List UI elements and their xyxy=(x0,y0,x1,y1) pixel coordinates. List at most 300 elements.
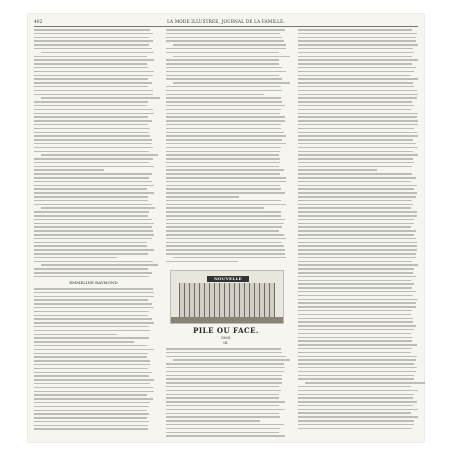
text-line xyxy=(298,124,418,126)
text-line xyxy=(166,405,279,407)
text-line xyxy=(298,177,416,179)
text-line xyxy=(166,151,280,153)
text-line xyxy=(34,257,117,259)
text-line xyxy=(166,394,279,396)
text-line xyxy=(166,86,281,88)
text-line xyxy=(34,226,152,228)
text-line xyxy=(305,382,425,384)
text-line xyxy=(298,375,414,377)
text-line xyxy=(166,401,285,403)
text-line xyxy=(298,200,412,202)
text-line xyxy=(166,409,285,411)
text-line xyxy=(298,207,411,209)
text-line xyxy=(166,109,281,111)
text-line xyxy=(298,166,412,168)
text-line xyxy=(166,249,285,251)
text-line xyxy=(298,310,412,312)
text-line xyxy=(298,264,418,266)
text-line xyxy=(34,132,149,134)
text-line xyxy=(34,94,153,96)
text-line xyxy=(34,63,147,65)
text-line xyxy=(34,135,150,137)
text-line xyxy=(34,368,148,370)
text-line xyxy=(298,59,418,61)
text-line xyxy=(34,204,152,206)
text-line xyxy=(34,33,153,35)
text-line xyxy=(298,52,414,54)
text-line xyxy=(166,113,280,115)
text-line xyxy=(298,94,418,96)
text-line xyxy=(166,116,285,118)
text-line xyxy=(173,257,286,259)
text-line xyxy=(166,154,279,156)
text-line xyxy=(298,291,416,293)
text-line xyxy=(166,59,279,61)
text-line xyxy=(166,375,282,377)
text-line xyxy=(298,109,411,111)
text-line xyxy=(166,428,280,430)
right-text-column xyxy=(298,29,418,431)
text-line xyxy=(166,397,279,399)
text-line xyxy=(166,120,285,122)
text-line xyxy=(298,268,414,270)
text-line xyxy=(34,334,117,336)
text-line xyxy=(298,416,418,418)
text-line xyxy=(34,398,153,400)
text-line xyxy=(298,226,411,228)
text-line xyxy=(166,261,238,263)
text-line xyxy=(34,200,148,202)
text-line xyxy=(166,188,281,190)
text-line xyxy=(298,238,416,240)
text-line xyxy=(166,128,281,130)
text-line xyxy=(166,356,286,358)
header-rule xyxy=(34,26,418,27)
text-line xyxy=(298,401,417,403)
text-line xyxy=(298,390,418,392)
text-line xyxy=(298,67,416,69)
text-line xyxy=(298,249,417,251)
text-line xyxy=(298,204,413,206)
text-line xyxy=(34,311,149,313)
text-line xyxy=(34,249,154,251)
text-line xyxy=(34,288,153,290)
text-line xyxy=(298,420,414,422)
text-line xyxy=(298,196,416,198)
text-line xyxy=(34,44,149,46)
text-line xyxy=(166,435,285,437)
text-line xyxy=(298,162,414,164)
page-header xyxy=(34,17,418,25)
text-line xyxy=(166,101,282,103)
text-line xyxy=(298,78,418,80)
text-line xyxy=(34,383,150,385)
page-number: 402 xyxy=(34,18,43,24)
text-line xyxy=(34,341,134,343)
running-title: LA MODE ILLUSTRÉE, JOURNAL DE LA FAMILLE. xyxy=(167,18,285,24)
text-line xyxy=(34,82,152,84)
text-line xyxy=(173,359,289,361)
text-line xyxy=(34,86,148,88)
text-line xyxy=(34,261,153,263)
left-text-column xyxy=(34,29,154,280)
text-line xyxy=(34,67,148,69)
text-line xyxy=(298,329,414,331)
text-line xyxy=(34,162,149,164)
text-line xyxy=(298,158,413,160)
text-line xyxy=(166,386,279,388)
text-line xyxy=(166,177,286,179)
text-line xyxy=(298,276,416,278)
text-line xyxy=(166,37,282,39)
text-line xyxy=(166,139,282,141)
text-line xyxy=(298,356,417,358)
text-line xyxy=(298,181,411,183)
text-line xyxy=(34,105,147,107)
text-line xyxy=(298,120,418,122)
text-line xyxy=(166,382,282,384)
text-line xyxy=(34,425,148,427)
text-line xyxy=(166,185,280,187)
text-line xyxy=(34,337,149,339)
text-line xyxy=(298,33,417,35)
text-line xyxy=(298,325,416,327)
text-line xyxy=(34,56,147,58)
text-line xyxy=(34,59,154,61)
text-line xyxy=(298,242,417,244)
text-line xyxy=(34,356,147,358)
text-line xyxy=(166,97,281,99)
text-line xyxy=(34,242,147,244)
text-line xyxy=(298,128,414,130)
text-line xyxy=(166,52,279,54)
text-line xyxy=(298,394,414,396)
text-line xyxy=(34,253,148,255)
text-line xyxy=(166,147,281,149)
text-line xyxy=(34,177,149,179)
text-line xyxy=(166,234,284,236)
text-line xyxy=(166,33,280,35)
text-line xyxy=(34,143,152,145)
text-line xyxy=(166,90,282,92)
text-line xyxy=(298,245,417,247)
text-line xyxy=(166,78,282,80)
text-line xyxy=(166,424,284,426)
text-line xyxy=(298,253,416,255)
text-line xyxy=(298,352,411,354)
text-line xyxy=(298,272,413,274)
text-line xyxy=(166,124,281,126)
text-line xyxy=(298,215,417,217)
text-line xyxy=(166,63,279,65)
text-line xyxy=(298,135,418,137)
text-line xyxy=(34,379,154,381)
text-line xyxy=(298,409,418,411)
text-line xyxy=(298,97,417,99)
text-line xyxy=(166,48,286,50)
text-line xyxy=(34,40,153,42)
text-line xyxy=(166,230,279,232)
author-signature: EMMELINE RAYMOND. xyxy=(69,280,119,285)
text-line xyxy=(298,397,413,399)
text-line xyxy=(298,337,413,339)
text-line xyxy=(34,230,153,232)
text-line xyxy=(298,116,417,118)
text-line xyxy=(34,147,153,149)
text-line xyxy=(41,154,157,156)
text-line xyxy=(41,52,154,54)
text-line xyxy=(298,295,413,297)
article-title: PILE OU FACE. xyxy=(193,326,259,335)
text-line xyxy=(34,349,154,351)
text-line xyxy=(34,296,154,298)
text-line xyxy=(298,257,416,259)
text-line xyxy=(298,113,418,115)
text-line xyxy=(34,421,149,423)
text-line xyxy=(166,40,284,42)
text-line xyxy=(34,303,152,305)
text-line xyxy=(34,158,153,160)
building-engraving xyxy=(179,283,275,317)
text-line xyxy=(298,314,411,316)
text-line xyxy=(34,78,148,80)
text-line xyxy=(34,417,147,419)
text-line xyxy=(34,151,149,153)
text-line xyxy=(298,428,412,430)
text-line xyxy=(298,169,377,171)
text-line xyxy=(166,135,286,137)
text-line xyxy=(166,105,285,107)
center-text-column-lower xyxy=(166,348,286,439)
text-line xyxy=(34,299,148,301)
text-line xyxy=(34,345,147,347)
text-line xyxy=(166,420,260,422)
text-line xyxy=(298,154,418,156)
text-line xyxy=(298,188,414,190)
text-line xyxy=(34,322,154,324)
text-line xyxy=(34,375,149,377)
text-line xyxy=(34,192,154,194)
text-line xyxy=(34,128,150,130)
text-line xyxy=(298,223,414,225)
text-line xyxy=(298,261,412,263)
text-line xyxy=(166,226,282,228)
text-line xyxy=(34,90,153,92)
text-line xyxy=(166,71,286,73)
text-line xyxy=(298,37,416,39)
text-line xyxy=(298,48,413,50)
text-line xyxy=(298,86,414,88)
text-line xyxy=(166,245,284,247)
text-line xyxy=(34,139,152,141)
text-line xyxy=(34,101,148,103)
text-line xyxy=(298,348,412,350)
text-line xyxy=(166,378,282,380)
text-line xyxy=(166,166,279,168)
text-line xyxy=(34,372,152,374)
text-line xyxy=(166,94,264,96)
text-line xyxy=(34,124,148,126)
text-line xyxy=(34,223,154,225)
text-line xyxy=(34,268,148,270)
text-line xyxy=(298,211,417,213)
text-line xyxy=(166,432,279,434)
text-line xyxy=(34,353,148,355)
text-line xyxy=(298,139,413,141)
text-line xyxy=(298,40,416,42)
text-line xyxy=(298,412,411,414)
text-line xyxy=(34,318,152,320)
text-line xyxy=(166,238,286,240)
text-line xyxy=(34,364,150,366)
text-line xyxy=(166,223,284,225)
text-line xyxy=(166,169,284,171)
text-line xyxy=(166,192,285,194)
text-line xyxy=(34,29,150,31)
text-line xyxy=(34,219,152,221)
text-line xyxy=(298,75,411,77)
text-line xyxy=(298,363,414,365)
text-line xyxy=(34,292,154,294)
text-line xyxy=(34,120,152,122)
text-line xyxy=(166,132,284,134)
text-line xyxy=(166,75,279,77)
text-line xyxy=(298,340,412,342)
text-line xyxy=(41,264,157,266)
text-line xyxy=(298,56,412,58)
text-line xyxy=(34,410,147,412)
text-line xyxy=(173,82,289,84)
text-line xyxy=(166,253,285,255)
text-line xyxy=(34,215,148,217)
text-line xyxy=(166,143,286,145)
text-line xyxy=(298,287,412,289)
text-line xyxy=(166,181,286,183)
text-line xyxy=(34,276,149,278)
text-line xyxy=(173,44,286,46)
text-line xyxy=(298,151,413,153)
article-illustration xyxy=(170,270,284,324)
text-line xyxy=(34,307,154,309)
text-line xyxy=(166,196,239,198)
text-line xyxy=(34,238,152,240)
text-line xyxy=(298,424,414,426)
text-line xyxy=(298,105,414,107)
text-line xyxy=(166,200,281,202)
text-line xyxy=(34,272,152,274)
text-line xyxy=(34,185,154,187)
text-line xyxy=(166,390,281,392)
text-line xyxy=(34,330,150,332)
text-line xyxy=(298,147,418,149)
text-line xyxy=(34,169,104,171)
text-line xyxy=(166,413,279,415)
text-line xyxy=(298,344,417,346)
text-line xyxy=(34,428,148,430)
text-line xyxy=(298,185,417,187)
text-line xyxy=(166,215,281,217)
text-line xyxy=(166,158,280,160)
text-line xyxy=(34,71,154,73)
text-line xyxy=(166,67,282,69)
text-line xyxy=(166,242,282,244)
text-line xyxy=(34,406,149,408)
text-line xyxy=(166,162,280,164)
text-line xyxy=(298,71,414,73)
text-line xyxy=(34,75,153,77)
text-line xyxy=(166,352,282,354)
text-line xyxy=(298,132,417,134)
text-line xyxy=(298,371,416,373)
text-line xyxy=(298,44,418,46)
text-line xyxy=(34,173,152,175)
text-line xyxy=(34,315,148,317)
text-line xyxy=(298,367,417,369)
illustration-sign: NOUVELLE xyxy=(207,276,249,282)
text-line xyxy=(298,82,413,84)
text-line xyxy=(34,234,154,236)
text-line xyxy=(34,402,150,404)
text-line xyxy=(298,321,413,323)
text-line xyxy=(166,204,286,206)
text-line xyxy=(298,29,412,31)
ground-engraving xyxy=(171,317,283,323)
text-line xyxy=(34,181,152,183)
text-line xyxy=(166,173,280,175)
center-text-column xyxy=(166,29,286,264)
text-line xyxy=(34,48,152,50)
article-part: III. xyxy=(223,341,229,345)
text-line xyxy=(34,360,150,362)
text-line xyxy=(298,230,416,232)
text-line xyxy=(34,166,154,168)
text-line xyxy=(298,386,411,388)
text-line xyxy=(34,391,154,393)
text-line xyxy=(298,63,412,65)
text-line xyxy=(34,37,149,39)
text-line xyxy=(34,326,149,328)
text-line xyxy=(166,211,281,213)
text-line xyxy=(34,109,153,111)
text-line xyxy=(34,196,148,198)
text-line xyxy=(298,359,416,361)
text-line xyxy=(298,101,412,103)
text-line xyxy=(298,219,414,221)
text-line xyxy=(166,348,281,350)
text-line xyxy=(166,371,284,373)
article-year: 1864. xyxy=(220,336,232,340)
text-line xyxy=(41,207,155,209)
text-line xyxy=(166,219,285,221)
text-line xyxy=(34,116,148,118)
text-line xyxy=(298,378,414,380)
text-line xyxy=(298,302,416,304)
text-line xyxy=(166,367,285,369)
text-line xyxy=(34,413,149,415)
text-line xyxy=(34,387,153,389)
text-line xyxy=(298,283,414,285)
text-line xyxy=(34,211,149,213)
text-line xyxy=(34,245,147,247)
left-text-column-lower xyxy=(34,288,154,432)
text-line xyxy=(34,113,154,115)
text-line xyxy=(298,143,416,145)
text-line xyxy=(298,333,411,335)
text-line xyxy=(298,280,411,282)
text-line xyxy=(166,416,280,418)
text-line xyxy=(166,207,264,209)
text-line xyxy=(34,188,147,190)
